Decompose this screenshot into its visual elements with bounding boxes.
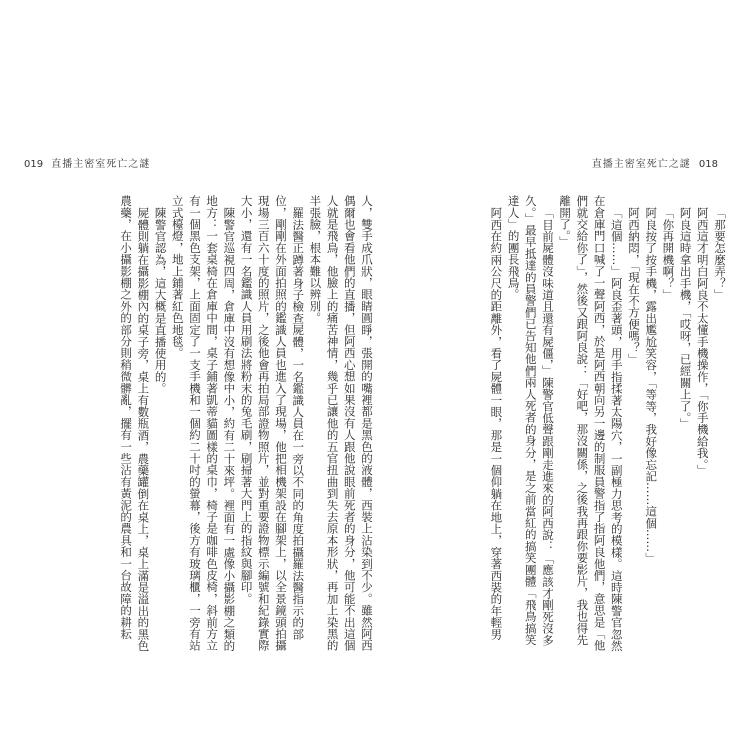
paragraph: 阿西在約兩公尺的距離外，看了屍體一眼，那是一個仰躺在地上，穿著西裝的年輕男 <box>489 206 504 640</box>
left-page-body <box>20 195 375 655</box>
paragraph: 羅法醫正蹲著身子檢查屍體，一名鑑識人員在一旁以不同的角度拍攝羅法醫指示的部位，剛剛在外面拍照的鑑識人員也進入了現場，他把相機架設在腳架上，以全景鏡頭拍攝現場三百六十度的照片，之後他會再拍局部證物照片，並對重要證物標示編號和紀錄實際大小，還有一名鑑識人員用刷法將粉末的兔毛刷，刷掃著大門上的指紋與腳印。 <box>239 195 306 652</box>
paragraph: 「這個……」阿良歪著頭，用手指揉著太陽穴，一副極力思考的模樣。這時陳警官忽然在倉庫門口喊了一聲阿西，於是阿西朝向另一邊的制服員警指了指阿良他們，意思是「他們就交給你了」，然後又跟阿良說：「好吧，那沒關係，之後我再跟你要影片，我也得先離開了。」 <box>558 195 624 652</box>
paragraph: 屍體則躺在攝影棚內的桌子旁，桌上有數瓶酒，農藥罐倒在桌上，桌上滿是溢出的黑色農藥，在小攝影棚之外的部分則稍微髒亂，擺有一些沾有黃泥的農具和一台故障的耕耘 <box>119 195 151 652</box>
right-page-number: 018 <box>698 159 718 170</box>
paragraph: 阿西這才明白阿良不太懂手機操作，「你手機給我。」 <box>695 206 710 476</box>
paragraph: 「目前屍體沒味道且還有屍僵，」陳警官低聲跟剛走進來的阿西說：「應該才剛死沒多久。」最早抵達的員警們已告知他們兩人死者的身分，是之前當紅的搞笑團體「飛鳥搞笑達人」的團長飛鳥。 <box>506 195 555 646</box>
paragraph: 阿良這時拿出手機，「哎呀，已經關上了。」 <box>678 206 693 429</box>
paragraph: 「你再開機啊？」 <box>661 206 676 301</box>
paragraph: 阿西納悶，「現在不方便嗎？」 <box>626 206 641 365</box>
right-page-body <box>388 195 728 655</box>
left-page-header <box>20 155 150 170</box>
paragraph: 陳警官巡視四周，倉庫中沒有想像中小，約有二十來坪。裡面有一處像小攝影棚之類的地方：一套桌椅在倉庫中間，桌子鋪著凱蒂貓圖樣的桌巾，椅子是咖啡色皮椅，斜前方立有一個黑色支架，上面固定了一支手機和一個約二十吋的螢幕，後方有玻璃櫃，一旁有站立式檯燈，地上鋪著紅色地毯。 <box>170 195 237 652</box>
left-running-title: 直播主密室死亡之謎 <box>51 159 151 170</box>
paragraph: 陳警官認為，這大概是直播使用的。 <box>153 206 168 394</box>
right-page-header <box>592 155 722 170</box>
left-page-number: 019 <box>24 159 44 170</box>
right-running-title: 直播主密室死亡之謎 <box>591 159 691 170</box>
paragraph: 人，雙手成爪狀，眼睛圓睜，張開的嘴裡都是黑色的液體，西裝上沾染到不少。雖然阿西偶爾也會看他們的直播，但阿西心想如果沒有人跟他說眼前死者的身分，他可能不出這個人就是飛鳥，他臉上的痛苦神情，幾乎已讓他的五官扭曲到失去原本形狀，再加上染黑的半張臉，根本難以辨別。 <box>308 195 374 652</box>
paragraph: 「那要怎麼弄？」 <box>713 206 727 301</box>
paragraph: 阿良按了按手機，露出尷尬笑容，「等等，我好像忘記……這個……」 <box>644 206 659 564</box>
